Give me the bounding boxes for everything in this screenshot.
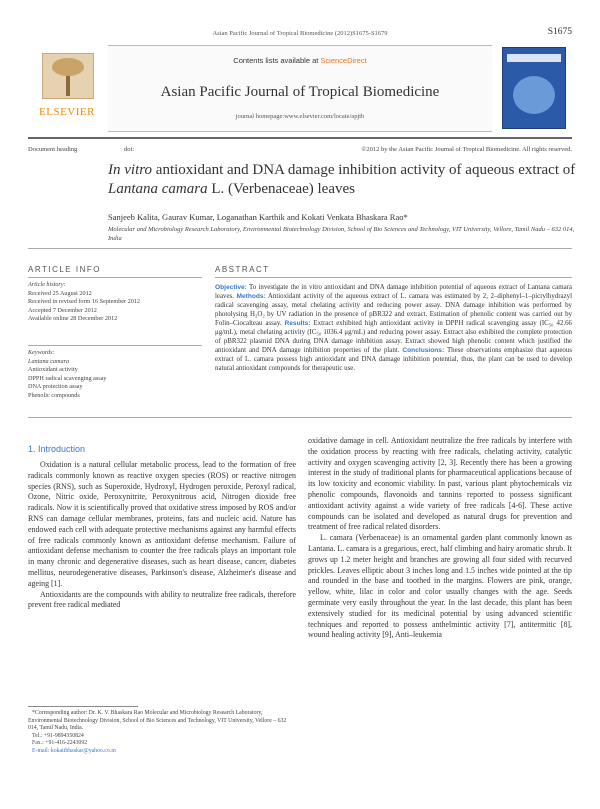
- document-meta: [28, 146, 572, 153]
- results-text: Extract exhibited high antioxidant activity in DPPH radical scavenging assay (IC₅₀ 42.66 μg/mL), metal chelating activity (IC₅₀ 1036.4 μg/mL) and reducing power assay. Extract also exhibited the complete protection of pBR322 plasmid DNA during DNA damage inhibition assay. Extract showed high phenolic content which justified the antioxidant and DNA damage inhibition properties of the plant.: [215, 320, 572, 355]
- footnote-line: Fax.: +91-416-2243092: [32, 740, 88, 747]
- publisher-logo-text: ELSEVIER: [39, 106, 95, 118]
- intro-paragraph: L. camara (Verbenaceae) is an ornamental garden plant commonly known as Lantana. L. camara is a gregarious, erect, half climbing and hairy aromatic shrub. It grows up 1.2 meter height and branches are growing all four sided with recurved prickles. Leaves elliptic about 3 inches long and 1.5 inches wide pointed at the tip and rounded in the base and toothed in the margins. Flowers are pink, orange, yellow, white, lilac in color and color usually changes with the age. Seeds germinate very easily throughout the year. In the last decade, this plant has been extensively studied for its medicinal potential by using advanced scientific techniques and reported to possess anthelmintic activity [7], antitermitic [8], wound healing activity [9], Anti–leukemia: [308, 533, 572, 640]
- footnote-line: Tel.: +91-9894350824: [32, 732, 84, 739]
- abstract-rule: [215, 277, 572, 278]
- footnote-line: *Corresponding author: Dr. K. V. Bhaskara Rao Molecular and Microbiology Research Laboratory, Environmental Biotechnology Division, School of Bio Sciences and Technology, VIT University, Vellore – 632 014, Tamil Nadu, India.: [28, 710, 287, 732]
- history-item: Received in revised form 16 September 2012: [28, 298, 141, 306]
- history-item: Available online 28 December 2012: [28, 315, 118, 323]
- article-info-heading: ARTICLE INFO: [28, 265, 101, 274]
- journal-title: Asian Pacific Journal of Tropical Biomedicine: [160, 84, 440, 100]
- elsevier-logo: [28, 45, 106, 130]
- abstract-heading: ABSTRACT: [215, 265, 270, 274]
- contents-prefix: Contents lists available at: [233, 56, 319, 65]
- intro-paragraph: Oxidation is a natural cellular metabolic process, lead to the formation of free radicals commonly known as reactive oxygen species (ROS) or reactive nitrogen species (RNS), such as Superoxide, Hydroxyl, Hydrogen peroxide, Peroxyl radical, Ozone, Nitric oxide, Peroxynitrite, Peroxynitrous acid, Nitrogen dioxide free radicals. Now it is scientifically proved that oxidative stress imposed by ROS and/or RNS can damage cellular membranes, proteins, fats and nucleic acid. Nature has endowed each cell with adequate protective mechanisms against any harmful effects of free radicals commonly known as antioxidant defense mechanism. Failure of antioxidant defense mechanism to counter the free radicals plays an important role in many chronic and degenerative diseases, such as heart disease, cancer, diabetes mellitus, neurodegenerative diseases, Parkinson's disease, Alzheimer's disease and ageing [1].: [28, 460, 296, 588]
- header-divider: [28, 137, 572, 139]
- journal-homepage[interactable]: journal homepage:www.elsevier.com/locate/apjtb: [235, 113, 365, 120]
- objective-label: Objective:: [215, 284, 247, 291]
- title-part1: In vitro: [108, 162, 153, 178]
- article-title: [108, 161, 578, 199]
- affiliation: Molecular and Microbiology Research Laboratory, Environmental Biotechnology Division, School of Bio Sciences and Technology, VIT University, Vellore, Tamil Nadu – 632 014, India: [108, 226, 575, 242]
- objective-text: To investigate the in vitro antioxidant and DNA damage inhibition potential of aqueous extract of Lantana camara leaves.: [215, 284, 572, 301]
- body-column-right: [308, 436, 572, 641]
- abstract-bottom-rule: [28, 417, 572, 418]
- methods-label: Methods:: [236, 293, 266, 301]
- intro-paragraph: Antioxidants are the compounds with ability to neutralize free radicals, therefore prevent free radical mediated: [28, 589, 296, 610]
- copyright: ©2012 by the Asian Pacific Journal of Tropical Biomedicine. All rights reserved.: [361, 146, 572, 153]
- keyword-item: Lantana camara: [28, 357, 70, 365]
- title-part4: L. (Verbenaceae) leaves: [207, 181, 355, 197]
- authors: Sanjeeb Kalita, Gaurav Kumar, Loganathan Karthik and Kokati Venkata Bhaskara Rao*: [108, 212, 408, 222]
- keyword-item: DNA protection assay: [28, 383, 83, 391]
- introduction-heading: 1. Introduction: [28, 444, 86, 454]
- intro-paragraph: oxidative damage in cell. Antioxidant neutralize the free radicals by interfere with the oxidation process by reacting with free radicals, chelating activity, catalytic activity and oxygen scavenging activity [2, 3]. Recently there has been a growing interest in the study of traditional plants for pharmaceutical applications because of its low toxicity and economic viability. In past, various plant phytochemicals viz phenolic compounds, flavonoids and tannins reported to possess significant antioxidant activity against a wide variety of free radicals [4-6]. These active compounds can be isolated and developed as natural drugs for prevention and treatment of free radical related disorders.: [308, 436, 572, 532]
- keywords-label: Keywords:: [28, 349, 55, 356]
- title-part3: Lantana camara: [108, 181, 208, 197]
- conclusions-text: These observations emphasize that aqueous extract of L. camara possess high antioxidant and DNA damage inhibition potential, thus, the plant can be used to develop natural antioxidant compounds for therapeutic use.: [215, 347, 573, 373]
- history-item: Accepted 7 December 2012: [28, 306, 97, 314]
- page-number: S1675: [547, 27, 572, 37]
- tree-logo-icon: [42, 53, 94, 99]
- title-part2: antioxidant and DNA damage inhibition activity of aqueous extract of: [152, 162, 576, 178]
- abstract-body: [215, 283, 572, 373]
- article-info-rule: [28, 277, 202, 278]
- results-label: Results:: [284, 320, 311, 328]
- history-item: Received 25 August 2012: [28, 289, 92, 297]
- contents-line: [108, 56, 492, 65]
- document-heading: Document heading: [28, 146, 78, 153]
- article-history: [28, 281, 204, 324]
- title-divider: [28, 248, 572, 249]
- doi: doi:: [124, 146, 135, 153]
- corresponding-author-footnote: [28, 710, 296, 756]
- body-column-left: [28, 460, 296, 611]
- history-label: Article history:: [28, 281, 66, 288]
- sciencedirect-link[interactable]: ScienceDirect: [320, 56, 367, 65]
- journal-cover-image: [502, 47, 566, 129]
- conclusions-label: Conclusions:: [402, 347, 445, 355]
- keywords-rule: [28, 345, 202, 346]
- running-head: Asian Pacific Journal of Tropical Biomedicine (2012)S1675-S1679: [212, 30, 388, 37]
- keywords: [28, 349, 204, 401]
- footnote-rule: [28, 706, 138, 707]
- keyword-item: DPPH radical scavenging assay: [28, 374, 107, 382]
- journal-cover: [494, 45, 572, 130]
- methods-text: Antioxidant activity of the aqueous extract of L. camara was estimated by 2, 2–diphenyl–1–picrylhydrazyl radical scavenging assay, metal chelating activity and reducing power assay. DNA damage inhibition was performed by photolysing H₂O₂ by UV radiation in the presence of pBR322 and extract. Estimation of phenolic content was carried out by Folin–Ciocalteau assay.: [215, 293, 572, 328]
- footnote-email[interactable]: E-mail: kokatibhaskar@yahoo.co.in: [32, 747, 116, 754]
- keyword-item: Antioxidant activity: [28, 366, 78, 374]
- keyword-item: Phenolic compounds: [28, 391, 80, 399]
